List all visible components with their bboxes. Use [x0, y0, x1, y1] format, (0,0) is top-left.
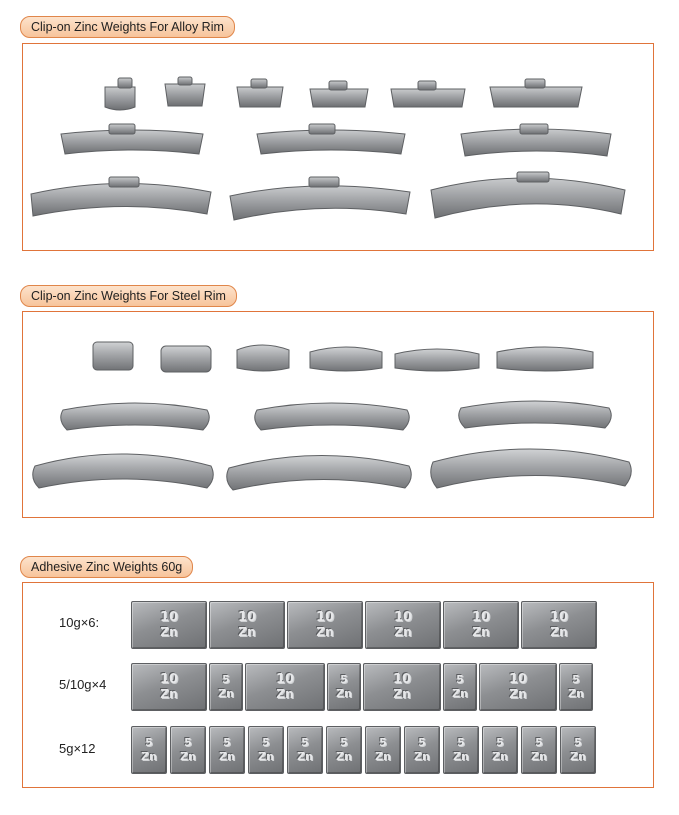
zinc-tile-5g: [443, 726, 479, 774]
tile-zn: Zn: [180, 750, 196, 763]
tile-zn: Zn: [219, 750, 235, 763]
tile-weight: 5: [379, 736, 387, 749]
zinc-tile-10g: [365, 601, 441, 649]
tile-weight: 5: [340, 673, 348, 686]
tile-weight: 5: [340, 736, 348, 749]
zinc-tile-5g: [248, 726, 284, 774]
zinc-tile-5g: [443, 663, 477, 711]
zinc-tile-10g: [287, 601, 363, 649]
tile-zn: Zn: [414, 750, 430, 763]
tile-zn: Zn: [218, 687, 234, 700]
zinc-tile-10g: [209, 601, 285, 649]
zinc-tile-10g: [521, 601, 597, 649]
tile-weight: 5: [456, 673, 464, 686]
tile-zn: Zn: [238, 625, 256, 639]
zinc-tile-5g: [559, 663, 593, 711]
tile-zn: Zn: [276, 687, 294, 701]
tile-zn: Zn: [568, 687, 584, 700]
zinc-tile-5g: [287, 726, 323, 774]
tile-zn: Zn: [393, 687, 411, 701]
zinc-tile-5g: [521, 726, 557, 774]
zinc-tile-5g: [209, 663, 243, 711]
zinc-tile-5g: [404, 726, 440, 774]
zinc-tile-5g: [170, 726, 206, 774]
tile-weight: 5: [572, 673, 580, 686]
tile-zn: Zn: [550, 625, 568, 639]
tile-zn: Zn: [316, 625, 334, 639]
tile-weight: 10: [237, 610, 257, 625]
tile-zn: Zn: [570, 750, 586, 763]
tile-weight: 10: [315, 610, 335, 625]
tile-weight: 5: [418, 736, 426, 749]
tile-zn: Zn: [160, 625, 178, 639]
zinc-tile-10g: [245, 663, 325, 711]
row-label-10g-x6: 10g×6:: [59, 615, 100, 630]
zinc-tile-5g: [131, 726, 167, 774]
tile-zn: Zn: [394, 625, 412, 639]
tile-weight: 10: [549, 610, 569, 625]
tile-weight: 10: [393, 610, 413, 625]
tile-weight: 5: [457, 736, 465, 749]
section-title-adhesive: Adhesive Zinc Weights 60g: [20, 556, 193, 578]
tile-zn: Zn: [452, 687, 468, 700]
zinc-tile-10g: [479, 663, 557, 711]
adhesive-panel: [22, 582, 654, 788]
tile-weight: 5: [574, 736, 582, 749]
tile-zn: Zn: [531, 750, 547, 763]
tile-weight: 5: [222, 673, 230, 686]
tile-zn: Zn: [375, 750, 391, 763]
tile-zn: Zn: [336, 687, 352, 700]
tile-zn: Zn: [472, 625, 490, 639]
steel-rim-weights-image: [23, 312, 655, 519]
tile-weight: 10: [508, 672, 528, 687]
tile-weight: 5: [184, 736, 192, 749]
tile-weight: 5: [223, 736, 231, 749]
tile-zn: Zn: [509, 687, 527, 701]
row-label-5-10g-x4: 5/10g×4: [59, 677, 107, 692]
tile-zn: Zn: [336, 750, 352, 763]
tile-zn: Zn: [258, 750, 274, 763]
tile-weight: 10: [471, 610, 491, 625]
zinc-tile-5g: [209, 726, 245, 774]
tile-zn: Zn: [297, 750, 313, 763]
zinc-tile-10g: [363, 663, 441, 711]
section-title-steel-rim: Clip-on Zinc Weights For Steel Rim: [20, 285, 237, 307]
zinc-tile-10g: [131, 663, 207, 711]
zinc-tile-5g: [327, 663, 361, 711]
tile-zn: Zn: [453, 750, 469, 763]
tile-weight: 10: [392, 672, 412, 687]
steel-rim-panel: [22, 311, 654, 518]
tile-weight: 5: [301, 736, 309, 749]
alloy-rim-weights-image: [23, 44, 655, 252]
zinc-tile-5g: [560, 726, 596, 774]
tile-weight: 10: [275, 672, 295, 687]
zinc-tile-10g: [131, 601, 207, 649]
zinc-tile-10g: [443, 601, 519, 649]
tile-weight: 5: [535, 736, 543, 749]
zinc-tile-5g: [326, 726, 362, 774]
alloy-rim-panel: [22, 43, 654, 251]
tile-zn: Zn: [160, 687, 178, 701]
zinc-tile-5g: [482, 726, 518, 774]
tile-weight: 5: [262, 736, 270, 749]
tile-weight: 5: [496, 736, 504, 749]
tile-weight: 10: [159, 672, 179, 687]
zinc-tile-5g: [365, 726, 401, 774]
row-label-5g-x12: 5g×12: [59, 741, 96, 756]
tile-zn: Zn: [141, 750, 157, 763]
tile-weight: 5: [145, 736, 153, 749]
tile-zn: Zn: [492, 750, 508, 763]
tile-weight: 10: [159, 610, 179, 625]
section-title-alloy-rim: Clip-on Zinc Weights For Alloy Rim: [20, 16, 235, 38]
